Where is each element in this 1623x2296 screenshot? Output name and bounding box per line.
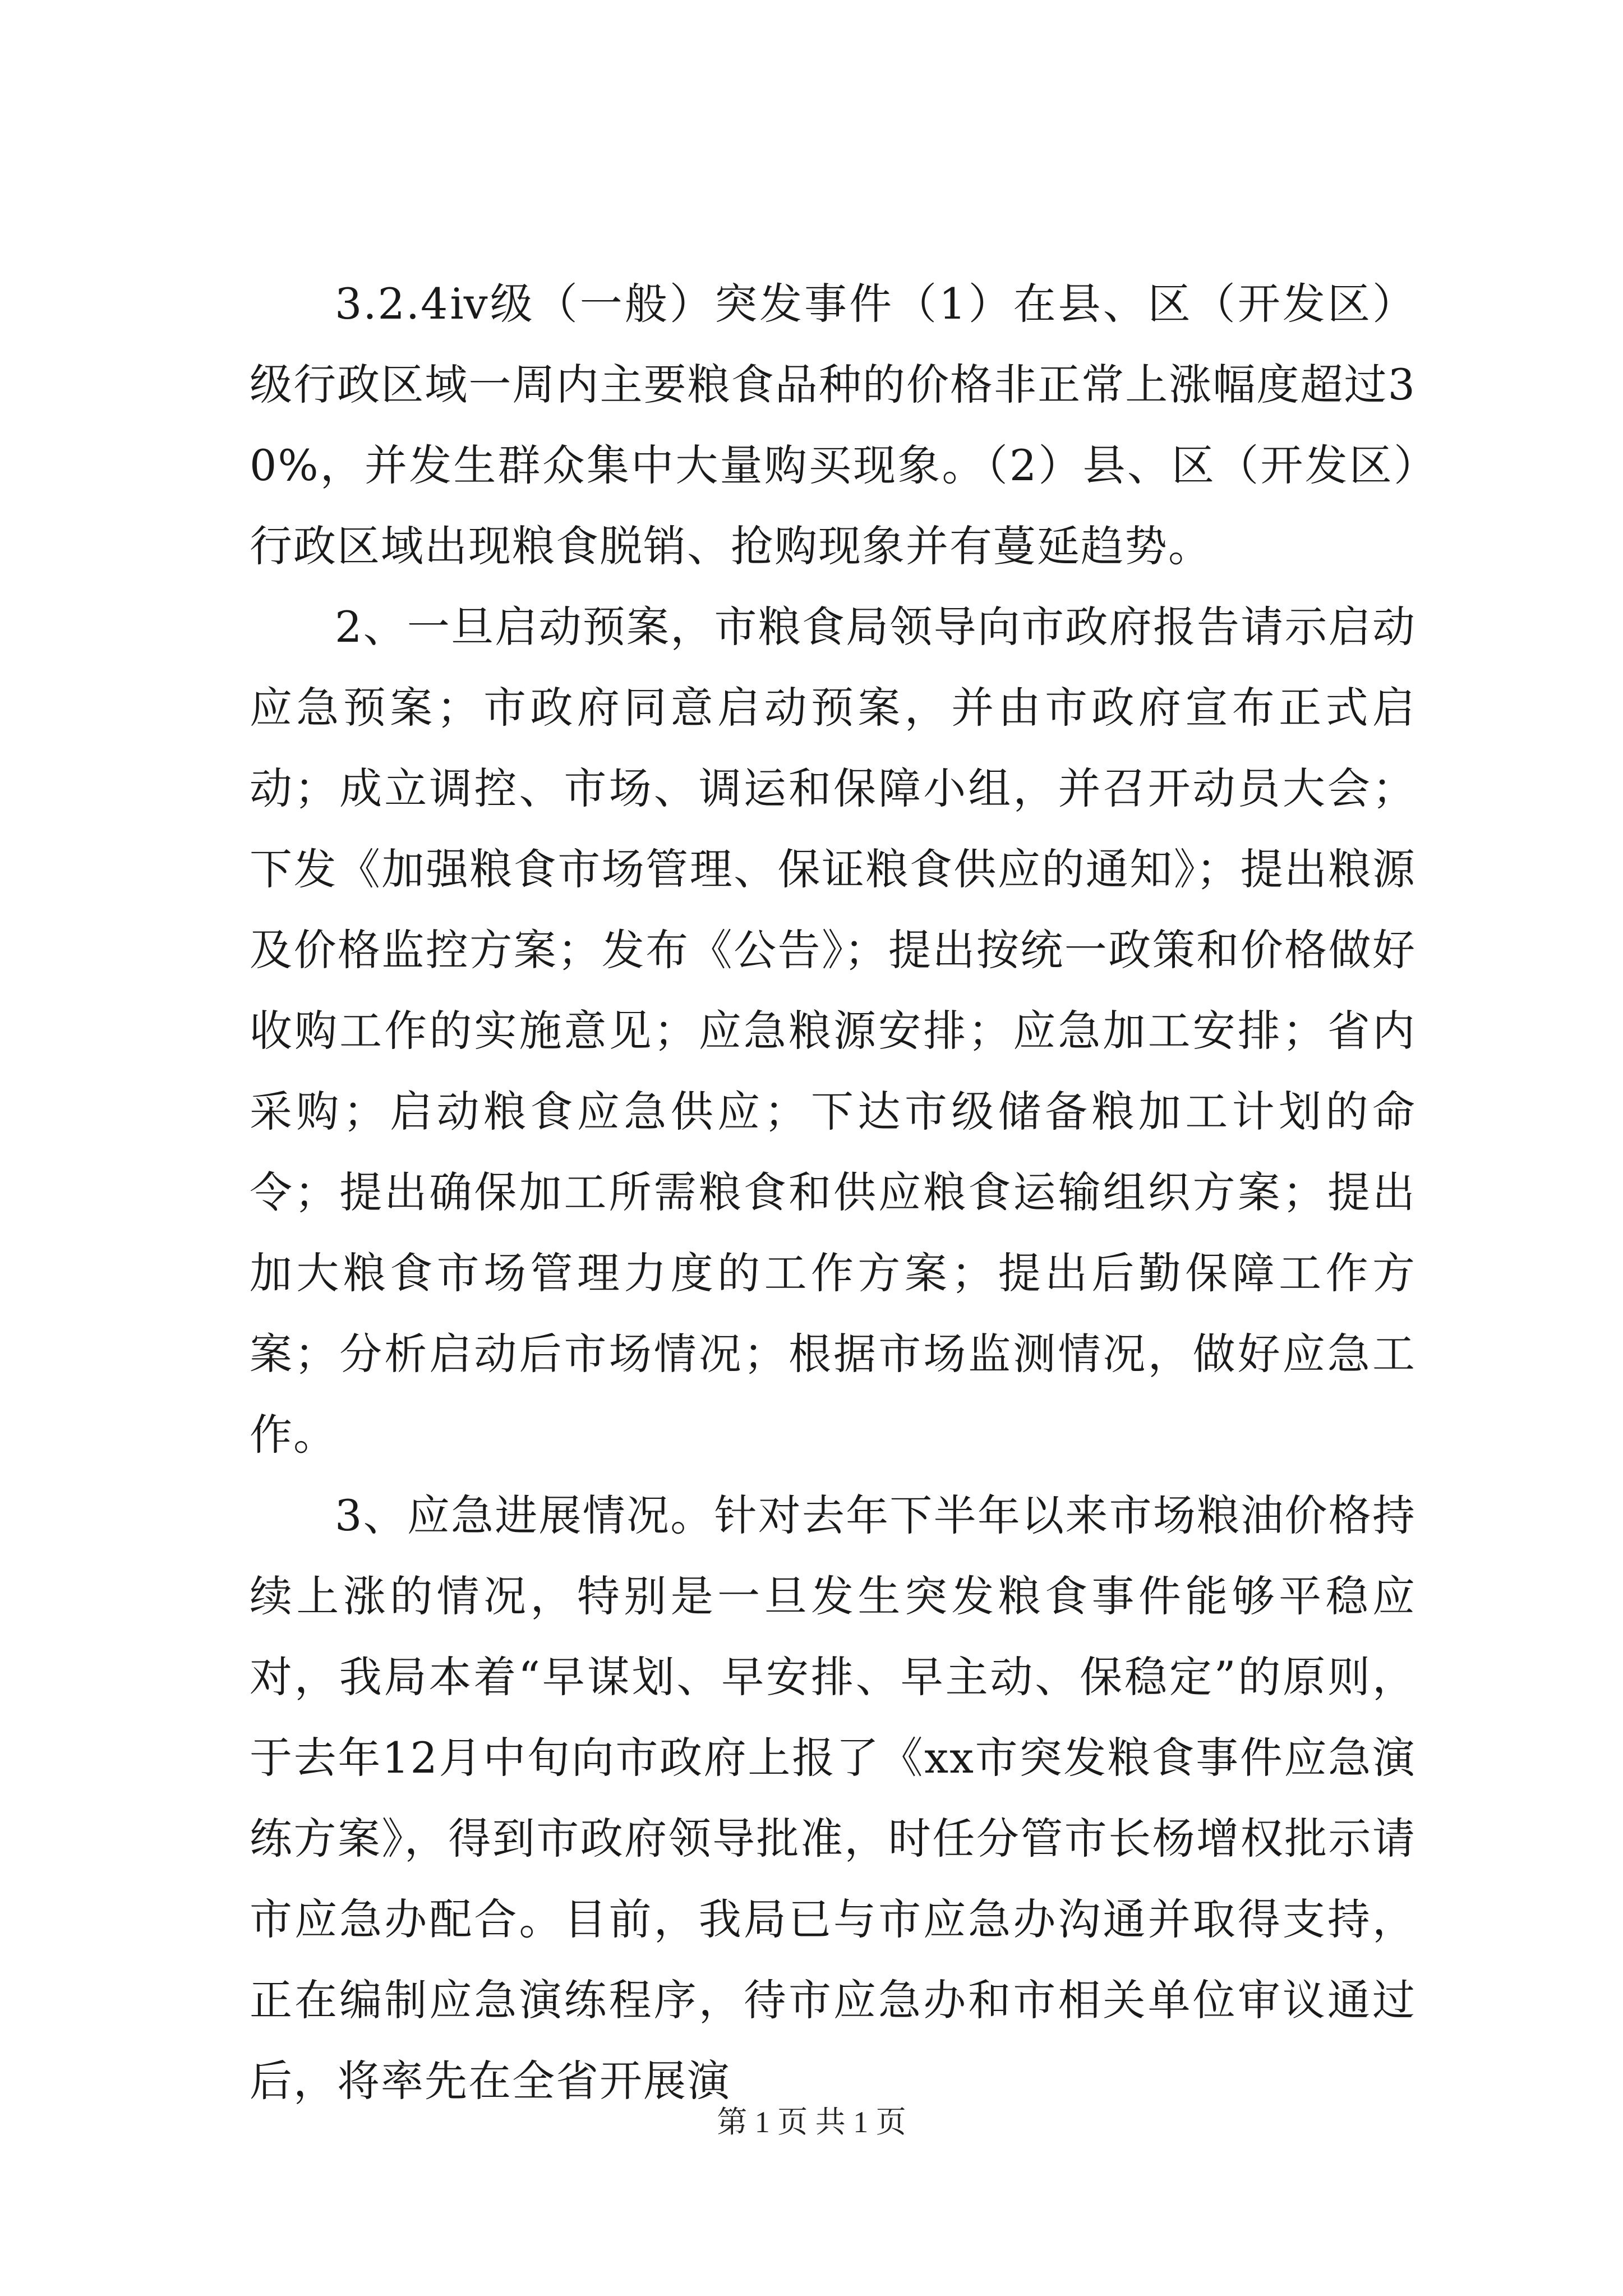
page-number-footer: 第 1 页 共 1 页 [717,2105,906,2139]
paragraph-emergency-level-iv: 3.2.4ⅳ级（一般）突发事件（1）在县、区（开发区）级行政区域一周内主要粮食品种的价格非正常上涨幅度超过30%，并发生群众集中大量购买现象。（2）县、区（开发区）行政区域出现粮食脱销、抢购现象并有蔓延趋势。 [250,279,1416,571]
paragraph-plan-activation: 2、一旦启动预案，市粮食局领导向市政府报告请示启动应急预案；市政府同意启动预案，并由市政府宣布正式启动；成立调控、市场、调运和保障小组，并召开动员大会；下发《加强粮食市场管理、保证粮食供应的通知》；提出粮源及价格监控方案；发布《公告》；提出按统一政策和价格做好收购工作的实施意见；应急粮源安排；应急加工安排；省内采购；启动粮食应急供应；下达市级储备粮加工计划的命令；提出确保加工所需粮食和供应粮食运输组织方案；提出加大粮食市场管理力度的工作方案；提出后勤保障工作方案；分析启动后市场情况；根据市场监测情况，做好应急工作。 [250,602,1416,1460]
paragraph-emergency-progress: 3、应急进展情况。针对去年下半年以来市场粮油价格持续上涨的情况，特别是一旦发生突发粮食事件能够平稳应对，我局本着“早谋划、早安排、早主动、保稳定”的原则，于去年12月中旬向市政府上报了《xx市突发粮食事件应急演练方案》，得到市政府领导批准，时任分管市长杨增权批示请市应急办配合。目前，我局已与市应急办沟通并取得支持，正在编制应急演练程序，待市应急办和市相关单位审议通过后，将率先在全省开展演 [250,1490,1416,2106]
document-body [250,264,1416,2122]
